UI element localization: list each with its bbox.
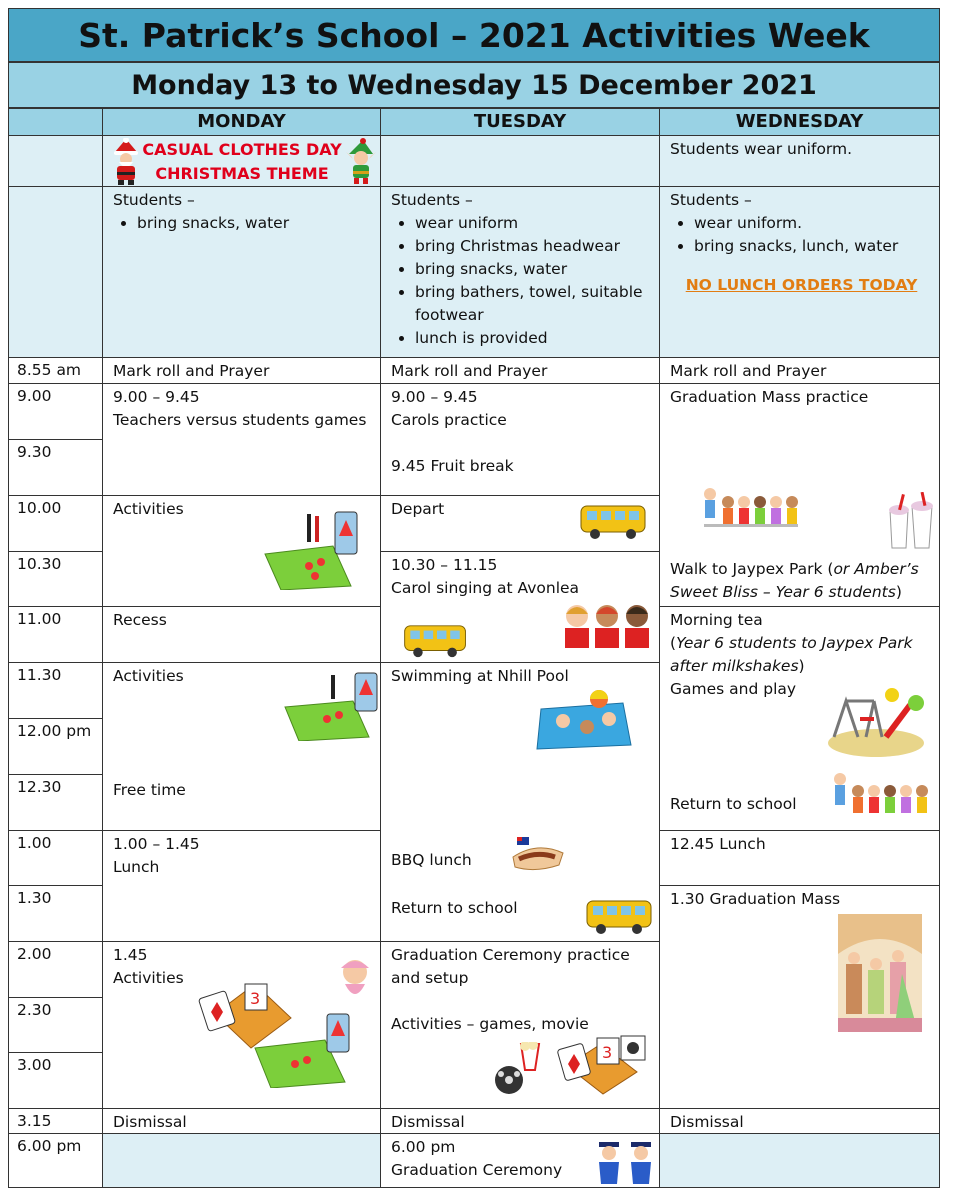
monday-activities-3 bbox=[102, 941, 381, 1109]
pool-icon bbox=[535, 689, 635, 751]
wednesday-walk-alternative: or Amber’s Sweet Bliss – Year 6 students bbox=[670, 560, 919, 601]
time-cell: 12.30 bbox=[8, 774, 103, 831]
tuesday-students bbox=[380, 186, 660, 358]
wednesday-morning-tea bbox=[659, 606, 940, 831]
wednesday-walk-suffix: ) bbox=[895, 583, 902, 601]
time-cell: 2.00 bbox=[8, 941, 103, 998]
tuesday-depart bbox=[380, 495, 660, 552]
corner-cell bbox=[8, 108, 103, 136]
time-cell: 2.30 bbox=[8, 997, 103, 1053]
page-title: St. Patrick’s School – 2021 Activities Week bbox=[8, 8, 940, 62]
tuesday-activities-text: Activities – games, movie bbox=[391, 1015, 589, 1033]
list-item: • wear uniform. bbox=[694, 212, 933, 235]
elf-icon bbox=[343, 138, 379, 186]
tuesday-carols-time: 9.00 – 9.45 bbox=[391, 388, 478, 406]
list-item: • lunch is provided bbox=[415, 327, 653, 350]
monday-evening bbox=[102, 1133, 381, 1188]
board-game-icon bbox=[283, 671, 381, 741]
tuesday-carol-singing-time: 10.30 – 11.15 bbox=[391, 556, 498, 574]
list-item: • bring snacks, water bbox=[137, 212, 374, 235]
graduates-icon bbox=[593, 1136, 657, 1186]
wednesday-morning-tea-note-text: Year 6 students to Jaypex Park after milkshakes bbox=[670, 634, 913, 675]
tuesday-carol-singing-text: Carol singing at Avonlea bbox=[391, 579, 580, 597]
monday-games-text: Teachers versus students games bbox=[113, 411, 367, 429]
students-heading: Students – bbox=[391, 191, 473, 209]
movie-icon bbox=[491, 1042, 551, 1098]
monday-activities-2 bbox=[102, 662, 381, 831]
wednesday-roll: Mark roll and Prayer bbox=[659, 357, 940, 384]
list-item: • wear uniform bbox=[415, 212, 653, 235]
time-cell: 11.30 bbox=[8, 662, 103, 719]
wednesday-morning-tea-note: (Year 6 students to Jaypex Park after milkshakes) bbox=[670, 634, 913, 675]
list-item: • bring Christmas headwear bbox=[415, 235, 653, 258]
wednesday-graduation-mass-text: 1.30 Graduation Mass bbox=[670, 890, 841, 908]
monday-dismissal: Dismissal bbox=[102, 1108, 381, 1134]
monday-games bbox=[102, 383, 381, 496]
monday-games-time: 9.00 – 9.45 bbox=[113, 388, 200, 406]
card-games-icon bbox=[557, 1032, 653, 1102]
tuesday-depart-text: Depart bbox=[391, 500, 445, 518]
time-cell: 3.00 bbox=[8, 1052, 103, 1109]
tuesday-dress bbox=[380, 135, 660, 187]
time-cell: 9.00 bbox=[8, 383, 103, 440]
wednesday-mass-practice bbox=[659, 383, 940, 607]
wednesday-lunch: 12.45 Lunch bbox=[659, 830, 940, 886]
list-item: • bring bathers, towel, suitable footwear bbox=[415, 281, 653, 327]
activities-timetable bbox=[8, 8, 940, 1188]
day-header-wednesday: WEDNESDAY bbox=[659, 108, 940, 136]
wednesday-walk-prefix: Walk to Jaypex Park ( bbox=[670, 560, 834, 578]
bus-icon bbox=[579, 502, 649, 542]
children-walking-icon bbox=[700, 484, 800, 538]
tuesday-carols-text: Carols practice bbox=[391, 411, 507, 429]
wednesday-graduation-mass bbox=[659, 885, 940, 1109]
tuesday-ceremony-practice bbox=[380, 941, 660, 1109]
wednesday-mass-practice-text: Graduation Mass practice bbox=[670, 388, 869, 406]
tuesday-ceremony bbox=[380, 1133, 660, 1188]
monday-free-time: Free time bbox=[113, 781, 186, 799]
time-cell: 11.00 bbox=[8, 606, 103, 663]
time-cell: 1.30 bbox=[8, 885, 103, 942]
monday-recess: Recess bbox=[102, 606, 381, 663]
svg-text:3: 3 bbox=[602, 1043, 613, 1062]
tuesday-ceremony-text: Graduation Ceremony bbox=[391, 1161, 563, 1179]
time-cell: 6.00 pm bbox=[8, 1133, 103, 1188]
monday-activities-3-text: Activities bbox=[113, 969, 184, 987]
day-header-monday: MONDAY bbox=[102, 108, 381, 136]
monday-activities-3-time: 1.45 bbox=[113, 946, 148, 964]
tuesday-carols bbox=[380, 383, 660, 496]
monday-activities-1 bbox=[102, 495, 381, 607]
wednesday-students bbox=[659, 186, 940, 358]
wednesday-walk-text bbox=[670, 558, 933, 604]
no-lunch-orders-notice: NO LUNCH ORDERS TODAY bbox=[685, 276, 918, 294]
wednesday-dress bbox=[659, 135, 940, 187]
students-heading: Students – bbox=[670, 191, 752, 209]
tuesday-fruit-break: 9.45 Fruit break bbox=[391, 457, 514, 475]
tuesday-ceremony-time: 6.00 pm bbox=[391, 1138, 456, 1156]
students-time-cell bbox=[8, 186, 103, 358]
time-cell: 3.15 bbox=[8, 1108, 103, 1134]
time-cell: 8.55 am bbox=[8, 357, 103, 384]
milkshake-icon bbox=[886, 492, 936, 552]
christmas-theme-line: CHRISTMAS THEME bbox=[155, 164, 329, 183]
svg-text:3: 3 bbox=[250, 989, 261, 1008]
monday-students bbox=[102, 186, 381, 358]
monday-dress bbox=[102, 135, 381, 187]
time-cell: 9.30 bbox=[8, 439, 103, 496]
sausage-sizzle-icon bbox=[509, 833, 567, 877]
wednesday-evening bbox=[659, 1133, 940, 1188]
tuesday-swimming bbox=[380, 662, 660, 942]
monday-lunch-time: 1.00 – 1.45 bbox=[113, 835, 200, 853]
bus-icon bbox=[401, 622, 471, 660]
wednesday-dress-text: Students wear uniform. bbox=[670, 140, 853, 158]
tuesday-swimming-text: Swimming at Nhill Pool bbox=[391, 667, 569, 685]
monday-activities-2-text: Activities bbox=[113, 667, 184, 685]
tuesday-carol-singing bbox=[380, 551, 660, 663]
tuesday-ceremony-practice-text: Graduation Ceremony practice and setup bbox=[391, 946, 630, 987]
time-cell: 10.00 bbox=[8, 495, 103, 552]
bus-icon bbox=[585, 897, 655, 937]
wednesday-games-text: Games and play bbox=[670, 680, 797, 698]
children-walking-icon bbox=[830, 769, 930, 827]
playground-icon bbox=[826, 687, 926, 757]
time-cell: 1.00 bbox=[8, 830, 103, 886]
dress-time-cell bbox=[8, 135, 103, 187]
students-heading: Students – bbox=[113, 191, 195, 209]
time-cell: 10.30 bbox=[8, 551, 103, 607]
tuesday-roll: Mark roll and Prayer bbox=[380, 357, 660, 384]
board-game-icon bbox=[263, 510, 363, 590]
wednesday-morning-tea-text: Morning tea bbox=[670, 611, 763, 629]
monday-roll: Mark roll and Prayer bbox=[102, 357, 381, 384]
church-scene-icon bbox=[838, 914, 922, 1032]
monday-lunch-text: Lunch bbox=[113, 858, 160, 876]
casual-clothes-line: CASUAL CLOTHES DAY bbox=[142, 140, 342, 159]
tuesday-return-text: Return to school bbox=[391, 899, 518, 917]
monday-activities-1-text: Activities bbox=[113, 500, 184, 518]
time-cell: 12.00 pm bbox=[8, 718, 103, 775]
page-subtitle: Monday 13 to Wednesday 15 December 2021 bbox=[8, 62, 940, 108]
wednesday-return-text: Return to school bbox=[670, 795, 797, 813]
monday-lunch bbox=[102, 830, 381, 942]
list-item: • bring snacks, lunch, water bbox=[694, 235, 933, 258]
carol-singers-icon bbox=[561, 600, 653, 652]
wednesday-dismissal: Dismissal bbox=[659, 1108, 940, 1134]
day-header-tuesday: TUESDAY bbox=[380, 108, 660, 136]
games-collage-icon bbox=[195, 954, 375, 1088]
tuesday-bbq-text: BBQ lunch bbox=[391, 851, 472, 869]
tuesday-dismissal: Dismissal bbox=[380, 1108, 660, 1134]
list-item: • bring snacks, water bbox=[415, 258, 653, 281]
